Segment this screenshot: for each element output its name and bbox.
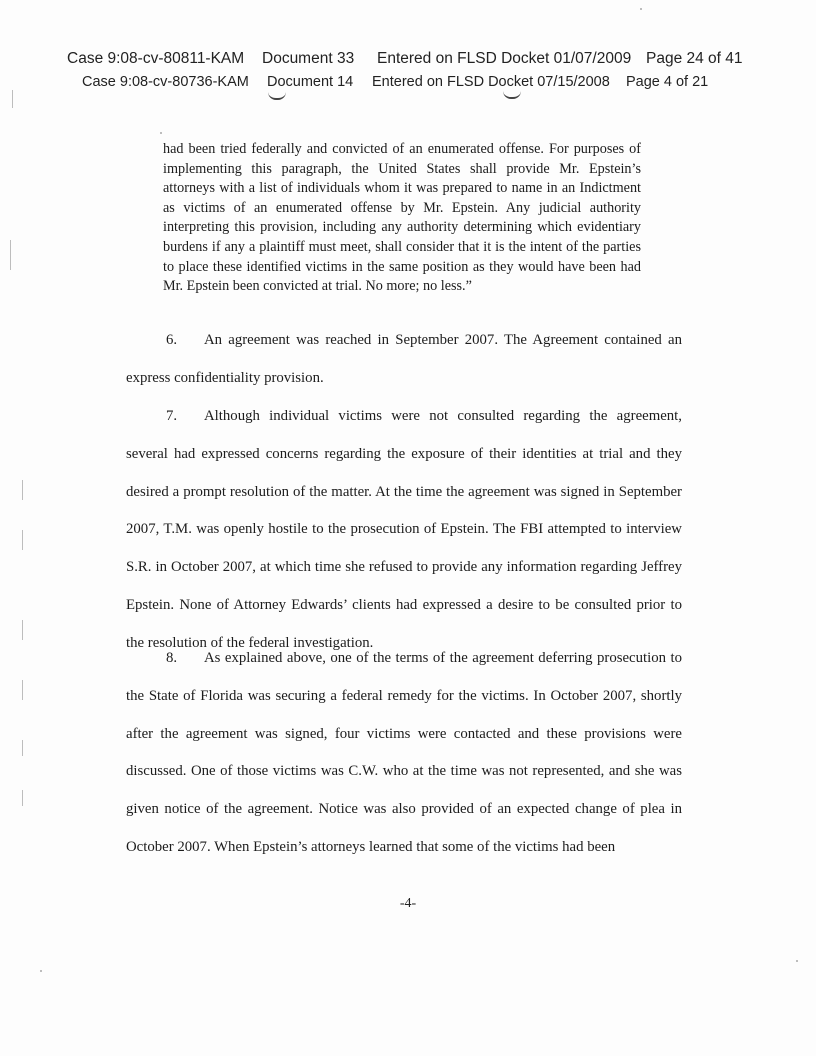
scan-speck [22,530,23,550]
paragraph-text: An agreement was reached in September 2007. The Agreement contained an express confidentiality provision. [126,332,682,386]
paragraph-7 [126,398,682,663]
scan-speck [22,790,23,806]
paragraph-text: Although individual victims were not consulted regarding the agreement, several had expressed concerns regarding the exposure of their identities at trial and they desired a prompt resolution of the matter. At the time the agreement was signed in September 2007, T.M. was openly hostile to the prosecution of Epstein. The FBI attempted to interview S.R. in October 2007, at which time she refused to provide any information regarding Jeffrey Epstein. None of Attorney Edwards’ clients had expressed a desire to be consulted prior to the resolution of the federal investigation. [126,408,682,651]
scan-mark [268,92,286,100]
scan-speck [22,680,23,700]
scan-speck [10,240,11,270]
header-document-number: Document 33 [262,50,355,67]
paragraph-6 [126,322,682,398]
header-page-count: Page 24 of 41 [646,50,743,67]
scan-speck [160,132,162,134]
scan-speck [640,8,642,10]
paragraph-number: 7. [166,408,178,424]
scan-mark [503,91,521,99]
paragraph-text: As explained above, one of the terms of the agreement deferring prosecution to the State of Florida was securing a federal remedy for the victims. In October 2007, shortly after the agreement was signed, four victims were contacted and these provisions were discussed. One of those victims was C.W. who at the time was not represented, and she was given notice of the agreement. Notice was also provided of an expected change of plea in October 2007. When Epstein’s attorneys learned that some of the victims had been [126,650,682,855]
header-entered-date: Entered on FLSD Docket 07/15/2008 [372,74,610,90]
header-case-number: Case 9:08-cv-80736-KAM [82,74,249,90]
scan-speck [12,90,13,108]
scan-speck [40,970,42,972]
page-number: -4- [399,896,417,911]
scan-speck [22,620,23,640]
paragraph-number: 6. [166,332,178,348]
header-page-count: Page 4 of 21 [626,74,709,90]
scan-speck [22,480,23,500]
header-document-number: Document 14 [267,74,354,90]
paragraph-8 [126,640,682,867]
header-case-number: Case 9:08-cv-80811-KAM [67,50,245,67]
scan-speck [22,740,23,756]
paragraph-number: 8. [166,650,178,666]
block-quote: had been tried federally and convicted of an enumerated offense. For purposes of implementing this paragraph, the United States shall provide Mr. Epstein’s attorneys with a list of individuals whom it was prepared to name in an Indictment as victims of an enumerated offense by Mr. Epstein. Any judicial authority interpreting this provision, including any authority determining which evidentiary burdens if any a plaintiff must meet, shall consider that it is the intent of the parties to place these identified victims in the same position as they would have been had Mr. Epstein been convicted at trial. No more; no less.” [163,141,641,295]
scan-speck [796,960,798,962]
header-entered-date: Entered on FLSD Docket 01/07/2009 [377,50,632,67]
